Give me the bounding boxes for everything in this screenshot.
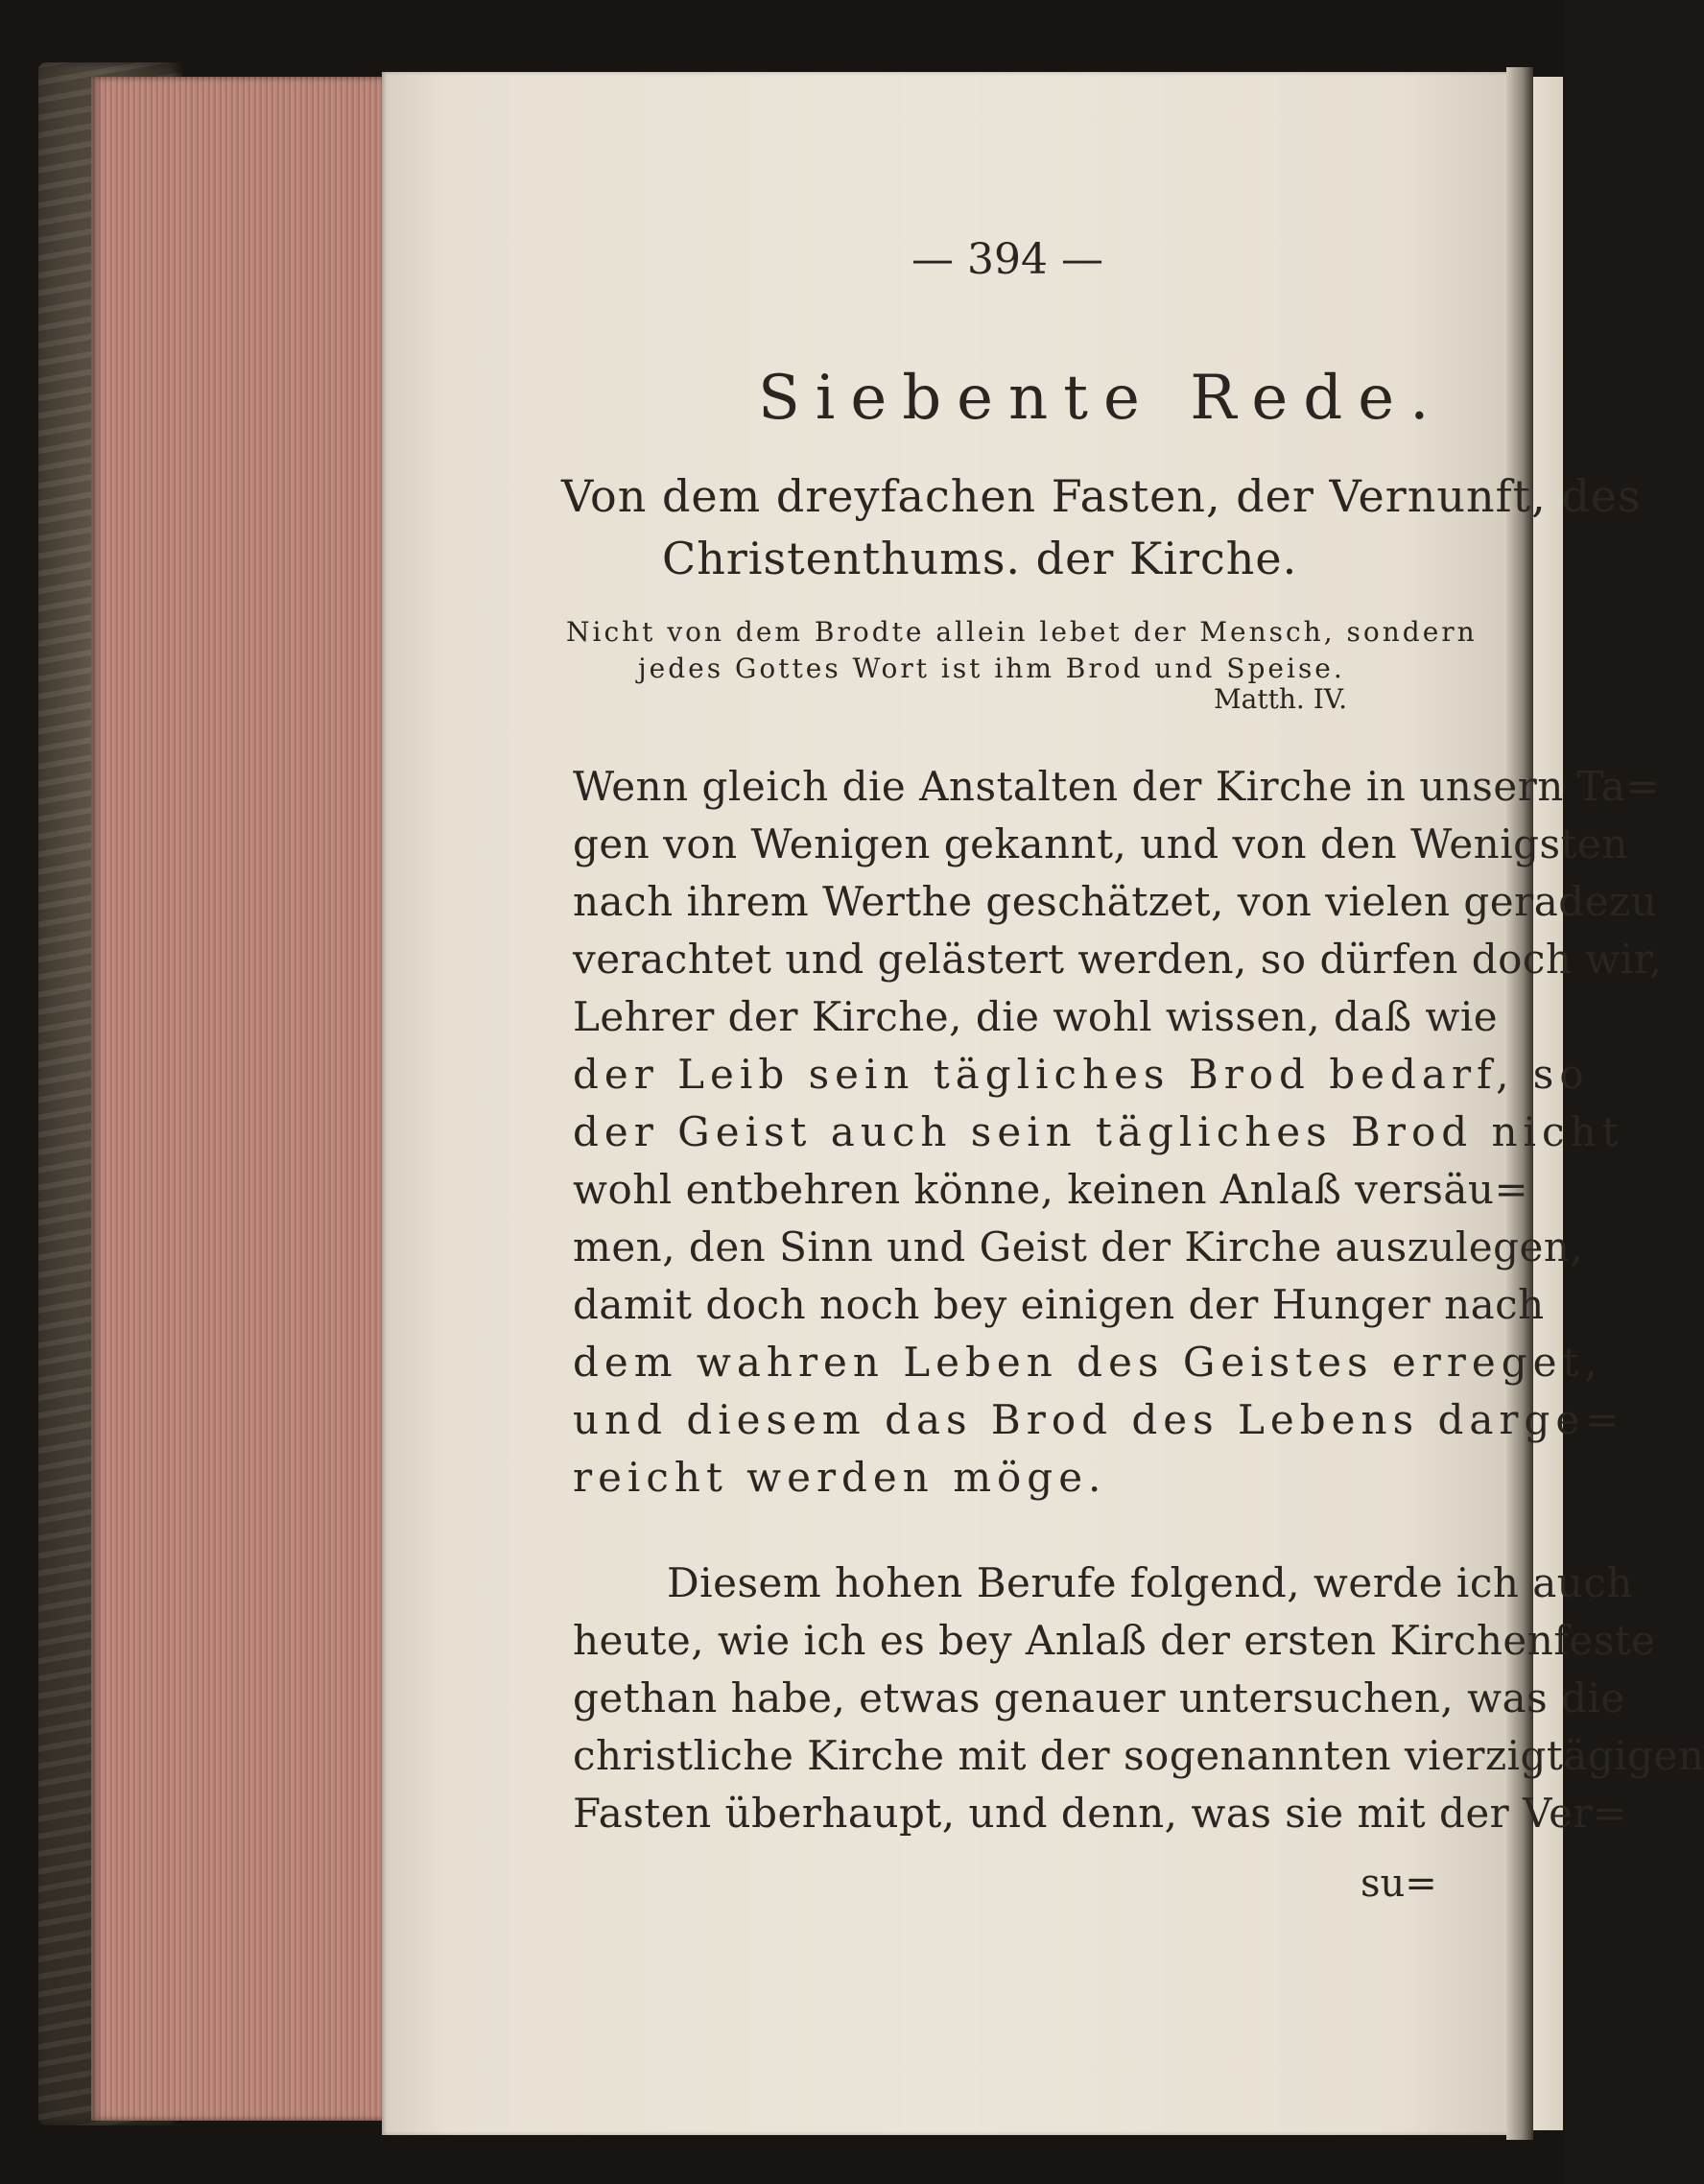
epigraph-reference: Matth. IV. xyxy=(1214,683,1347,715)
body-line: heute, wie ich es bey Anlaß der ersten Kirchenfeste xyxy=(573,1617,1656,1664)
epigraph-line: jedes Gottes Wort ist ihm Brod und Speise. xyxy=(638,653,1345,684)
body-line: und diesem das Brod des Lebens darge= xyxy=(573,1396,1625,1443)
body-line: nach ihrem Werthe geschätzet, von vielen geradezu xyxy=(573,878,1658,925)
page-number: — 394 — xyxy=(911,235,1103,284)
body-line: Diesem hohen Berufe folgend, werde ich auch xyxy=(667,1559,1633,1606)
body-line: wohl entbehren könne, keinen Anlaß versäu= xyxy=(573,1166,1529,1213)
subtitle-line: Christenthums. der Kirche. xyxy=(662,533,1298,584)
chapter-heading: Siebente Rede. xyxy=(758,363,1445,434)
body-line: Wenn gleich die Anstalten der Kirche in unsern Ta= xyxy=(573,763,1661,810)
body-line: damit doch noch bey einigen der Hunger nach xyxy=(573,1281,1545,1328)
catchword: su= xyxy=(1361,1862,1437,1906)
body-line: reicht werden möge. xyxy=(573,1454,1107,1501)
body-line: Lehrer der Kirche, die wohl wissen, daß wie xyxy=(573,993,1499,1040)
body-line: men, den Sinn und Geist der Kirche auszulegen, xyxy=(573,1223,1584,1270)
epigraph-line: Nicht von dem Brodte allein lebet der Mensch, sondern xyxy=(566,616,1478,648)
subtitle-line: Von dem dreyfachen Fasten, der Vernunft, des xyxy=(561,470,1642,522)
body-line: dem wahren Leben des Geistes erreget, xyxy=(573,1339,1603,1386)
body-line: der Geist auch sein tägliches Brod nicht xyxy=(573,1108,1624,1155)
body-line: gen von Wenigen gekannt, und von den Wenigsten xyxy=(573,820,1628,867)
body-line: der Leib sein tägliches Brod bedarf, so xyxy=(573,1051,1590,1098)
body-line: Fasten überhaupt, und denn, was sie mit der Ver= xyxy=(573,1790,1627,1837)
body-line: verachtet und gelästert werden, so dürfen doch wir, xyxy=(573,936,1663,983)
body-line: christliche Kirche mit der sogenannten vierzigtägigen xyxy=(573,1732,1704,1779)
page-edges xyxy=(91,77,389,2121)
body-line: gethan habe, etwas genauer untersuchen, was die xyxy=(573,1674,1625,1721)
